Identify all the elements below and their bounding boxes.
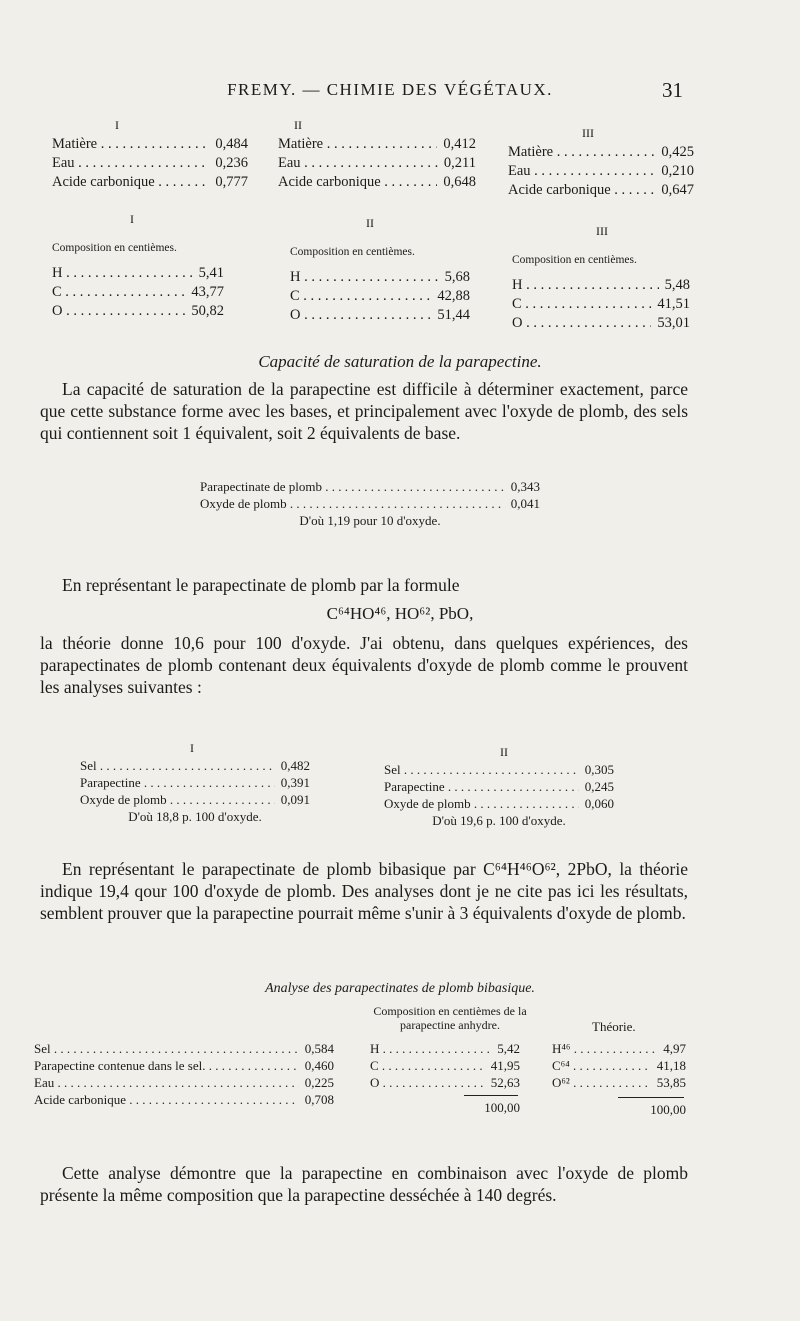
- table-row: C . . . 41,51: [512, 295, 690, 314]
- table-row: Acide carbonique . . . 0,708: [34, 1091, 334, 1108]
- formula: C⁶⁴HO⁴⁶, HO⁶², PbO,: [326, 604, 474, 623]
- roman-numeral: I: [190, 741, 194, 755]
- table-row: Parapectine . . . 0,245: [384, 778, 614, 795]
- table-row: Sel . . . 0,584: [34, 1040, 334, 1057]
- table-row: O . . . 51,44: [290, 306, 470, 325]
- table-note: D'où 18,8 p. 100 d'oxyde.: [128, 809, 262, 824]
- table-row: C . . . 43,77: [52, 283, 224, 302]
- roman-numeral: I: [130, 212, 134, 226]
- composition-title: Composition en centièmes.: [290, 246, 415, 258]
- table-row: Acide carbonique . . . 0,648: [278, 173, 476, 192]
- sum-rule: [464, 1095, 518, 1096]
- roman-numeral: II: [366, 216, 374, 230]
- table-row: O . . . 53,01: [512, 314, 690, 333]
- table-note: D'où 1,19 pour 10 d'oxyde.: [299, 513, 441, 528]
- table-note: D'où 19,6 p. 100 d'oxyde.: [432, 813, 566, 828]
- plomb-table: [200, 478, 540, 529]
- composition-header: Composition en centièmes de la parapectine anhydre.: [373, 1004, 527, 1032]
- paragraph: En représentant le parapectinate de plomb par la formule: [62, 575, 460, 595]
- roman-numeral: III: [582, 126, 594, 140]
- roman-numeral: II: [294, 118, 302, 132]
- analysis-matiere-3: [508, 124, 694, 200]
- composition-2: [290, 214, 470, 325]
- composition-3: [512, 222, 690, 333]
- analysis-sel-2: [384, 744, 614, 829]
- composition-1: [52, 210, 224, 321]
- bibasique-theorie: [552, 1040, 686, 1118]
- table-row: Matière . . . 0,484: [52, 135, 248, 154]
- table-row: Matière . . . 0,425: [508, 143, 694, 162]
- paragraph: La capacité de saturation de la parapectine est difficile à déterminer exactement, parce que cette substance forme avec les bases, et principalement avec l'oxyde de plomb, des sels qui contiennent soit 1 équivalent, soit 2 équivalents de base.: [40, 379, 688, 443]
- table-row: Oxyde de plomb . . . 0,060: [384, 795, 614, 812]
- theorie-header: Théorie.: [592, 1019, 636, 1034]
- table-row: H⁴⁶ . . . 4,97: [552, 1040, 686, 1057]
- table-row: Parapectine contenue dans le sel. . . . 0,460: [34, 1057, 334, 1074]
- composition-title: Composition en centièmes.: [512, 254, 637, 266]
- table-row: H . . . 5,48: [512, 276, 690, 295]
- bibasique-composition: [370, 1040, 520, 1116]
- table-row: Acide carbonique . . . 0,777: [52, 173, 248, 192]
- table-row: Matière . . . 0,412: [278, 135, 476, 154]
- analysis-matiere-2: [278, 116, 476, 192]
- page-header: [0, 80, 800, 110]
- table-row: Acide carbonique . . . 0,647: [508, 181, 694, 200]
- table-row: Sel . . . 0,482: [80, 757, 310, 774]
- roman-numeral: II: [500, 745, 508, 759]
- analysis-matiere-1: [52, 116, 248, 192]
- table-row: H . . . 5,68: [290, 268, 470, 287]
- roman-numeral: I: [115, 118, 119, 132]
- composition-total: 100,00: [484, 1100, 520, 1115]
- table-row: O . . . 50,82: [52, 302, 224, 321]
- page-number: 31: [662, 78, 683, 102]
- table-row: C⁶⁴ . . . 41,18: [552, 1057, 686, 1074]
- table-row: Eau . . . 0,211: [278, 154, 476, 173]
- table-row: Parapectine . . . 0,391: [80, 774, 310, 791]
- section-title: Capacité de saturation de la parapectine.: [258, 352, 542, 371]
- bibasique-left-table: [34, 1040, 334, 1108]
- table-title: Analyse des parapectinates de plomb bibasique.: [265, 981, 535, 996]
- table-row: H . . . 5,41: [52, 264, 224, 283]
- analysis-sel-1: [80, 740, 310, 825]
- table-row: Oxyde de plomb . . . 0,091: [80, 791, 310, 808]
- table-row: Sel . . . 0,305: [384, 761, 614, 778]
- table-row: Parapectinate de plomb . . . 0,343: [200, 478, 540, 495]
- paragraph: Cette analyse démontre que la parapectine en combinaison avec l'oxyde de plomb présente la même composition que la parapectine desséchée à 140 degrés.: [40, 1163, 688, 1205]
- theorie-total: 100,00: [650, 1102, 686, 1117]
- table-row: O⁶² . . . 53,85: [552, 1074, 686, 1091]
- table-row: C . . . 42,88: [290, 287, 470, 306]
- running-title: FREMY. — CHIMIE DES VÉGÉTAUX.: [227, 80, 553, 99]
- table-row: C . . . 41,95: [370, 1057, 520, 1074]
- paragraph: la théorie donne 10,6 pour 100 d'oxyde. J'ai obtenu, dans quelques expériences, des parapectinates de plomb contenant deux équivalents d'oxyde de plomb comme le prouvent les analyses suivantes :: [40, 633, 688, 697]
- roman-numeral: III: [596, 224, 608, 238]
- table-row: Eau . . . 0,210: [508, 162, 694, 181]
- table-row: O . . . 52,63: [370, 1074, 520, 1091]
- table-row: Eau . . . 0,236: [52, 154, 248, 173]
- composition-title: Composition en centièmes.: [52, 242, 177, 254]
- table-row: Eau . . . 0,225: [34, 1074, 334, 1091]
- sum-rule: [618, 1097, 684, 1098]
- table-row: Oxyde de plomb . . . 0,041: [200, 495, 540, 512]
- paragraph: En représentant le parapectinate de plomb bibasique par C⁶⁴H⁴⁶O⁶², 2PbO, la théorie indique 19,4 qour 100 d'oxyde de plomb. Des analyses dont je ne cite pas ici les résultats, semblent prouver que la parapectine pourrait même s'unir à 3 équivalents d'oxyde de plomb.: [40, 859, 688, 923]
- table-row: H . . . 5,42: [370, 1040, 520, 1057]
